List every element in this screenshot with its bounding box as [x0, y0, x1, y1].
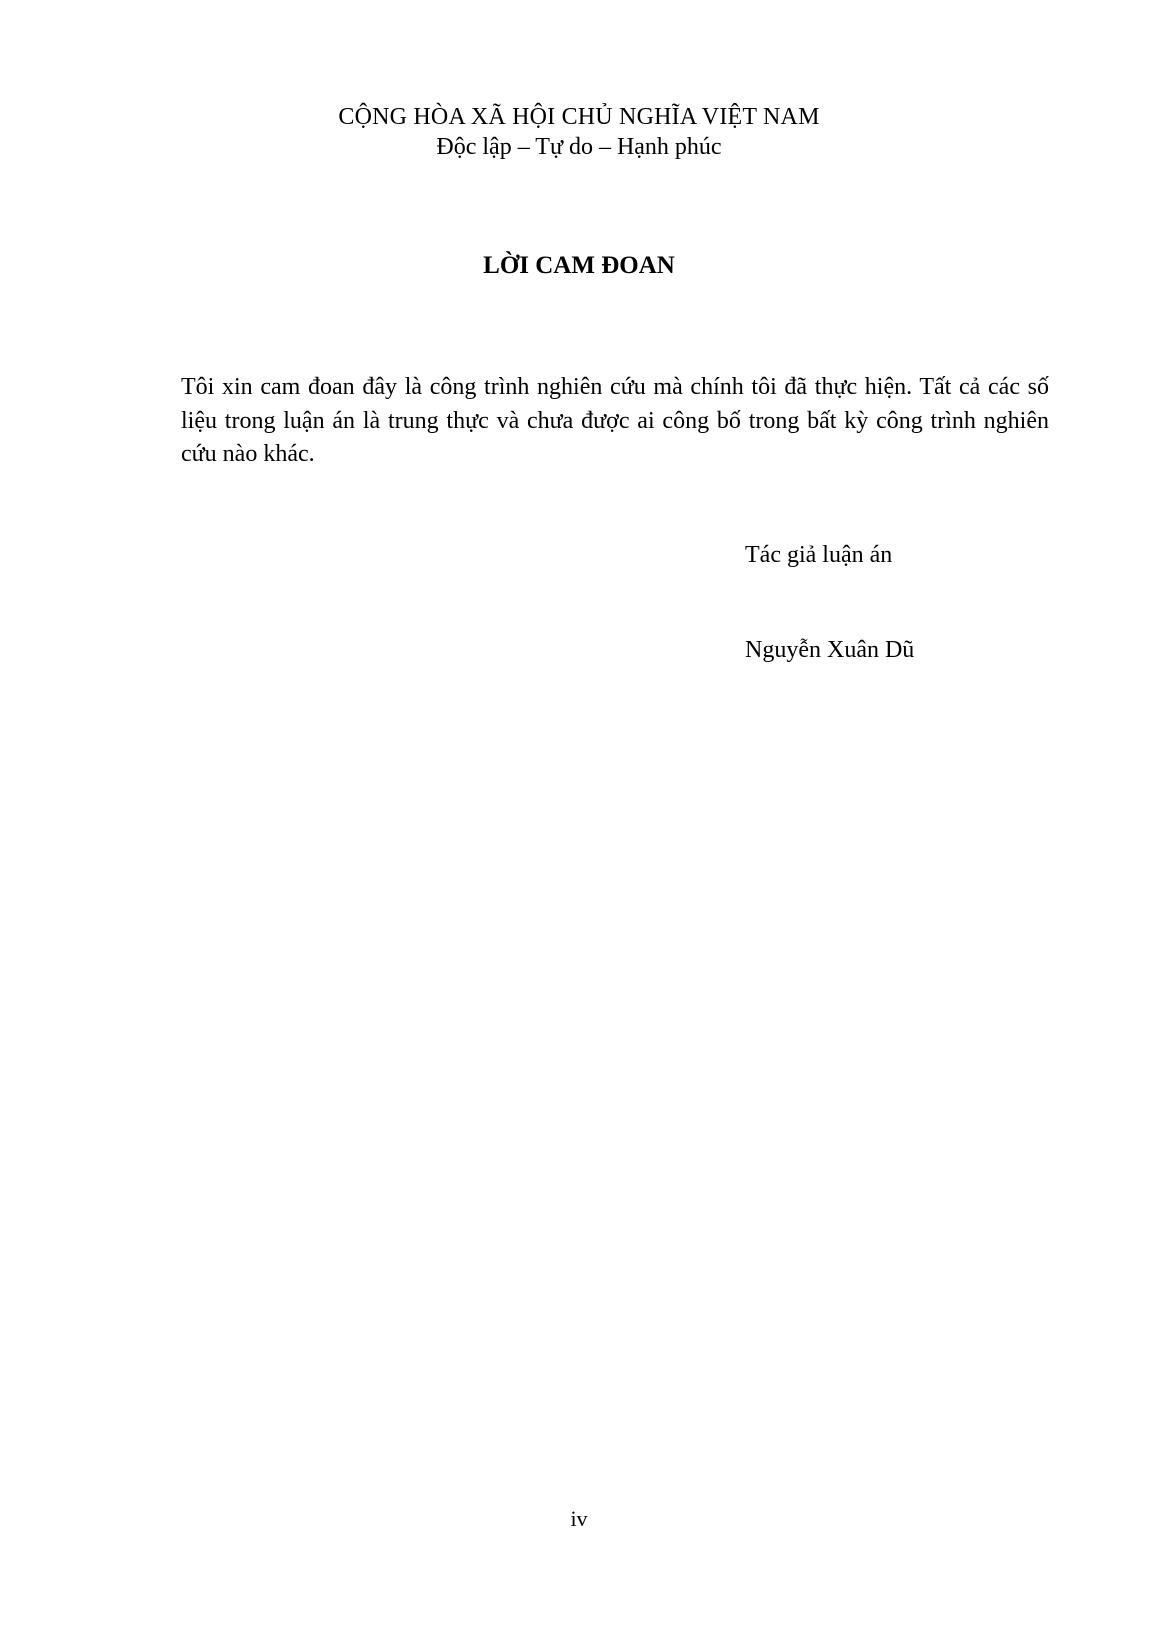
national-motto: Độc lập – Tự do – Hạnh phúc — [436, 134, 722, 160]
country-name-heading: CỘNG HÒA XÃ HỘI CHỦ NGHĨA VIỆT NAM — [338, 104, 820, 130]
author-role-label: Tác giả luận án — [745, 542, 893, 568]
author-name: Nguyễn Xuân Dũ — [745, 637, 915, 663]
page-number: iv — [570, 1506, 588, 1531]
page-title: LỜI CAM ĐOAN — [483, 252, 675, 279]
declaration-paragraph: Tôi xin cam đoan đây là công trình nghiên cứu mà chính tôi đã thực hiện. Tất cả các số liệu trong luận án là trung thực và chưa được ai công bố trong bất kỳ công trình nghiên cứu nào khác. — [181, 374, 1049, 467]
